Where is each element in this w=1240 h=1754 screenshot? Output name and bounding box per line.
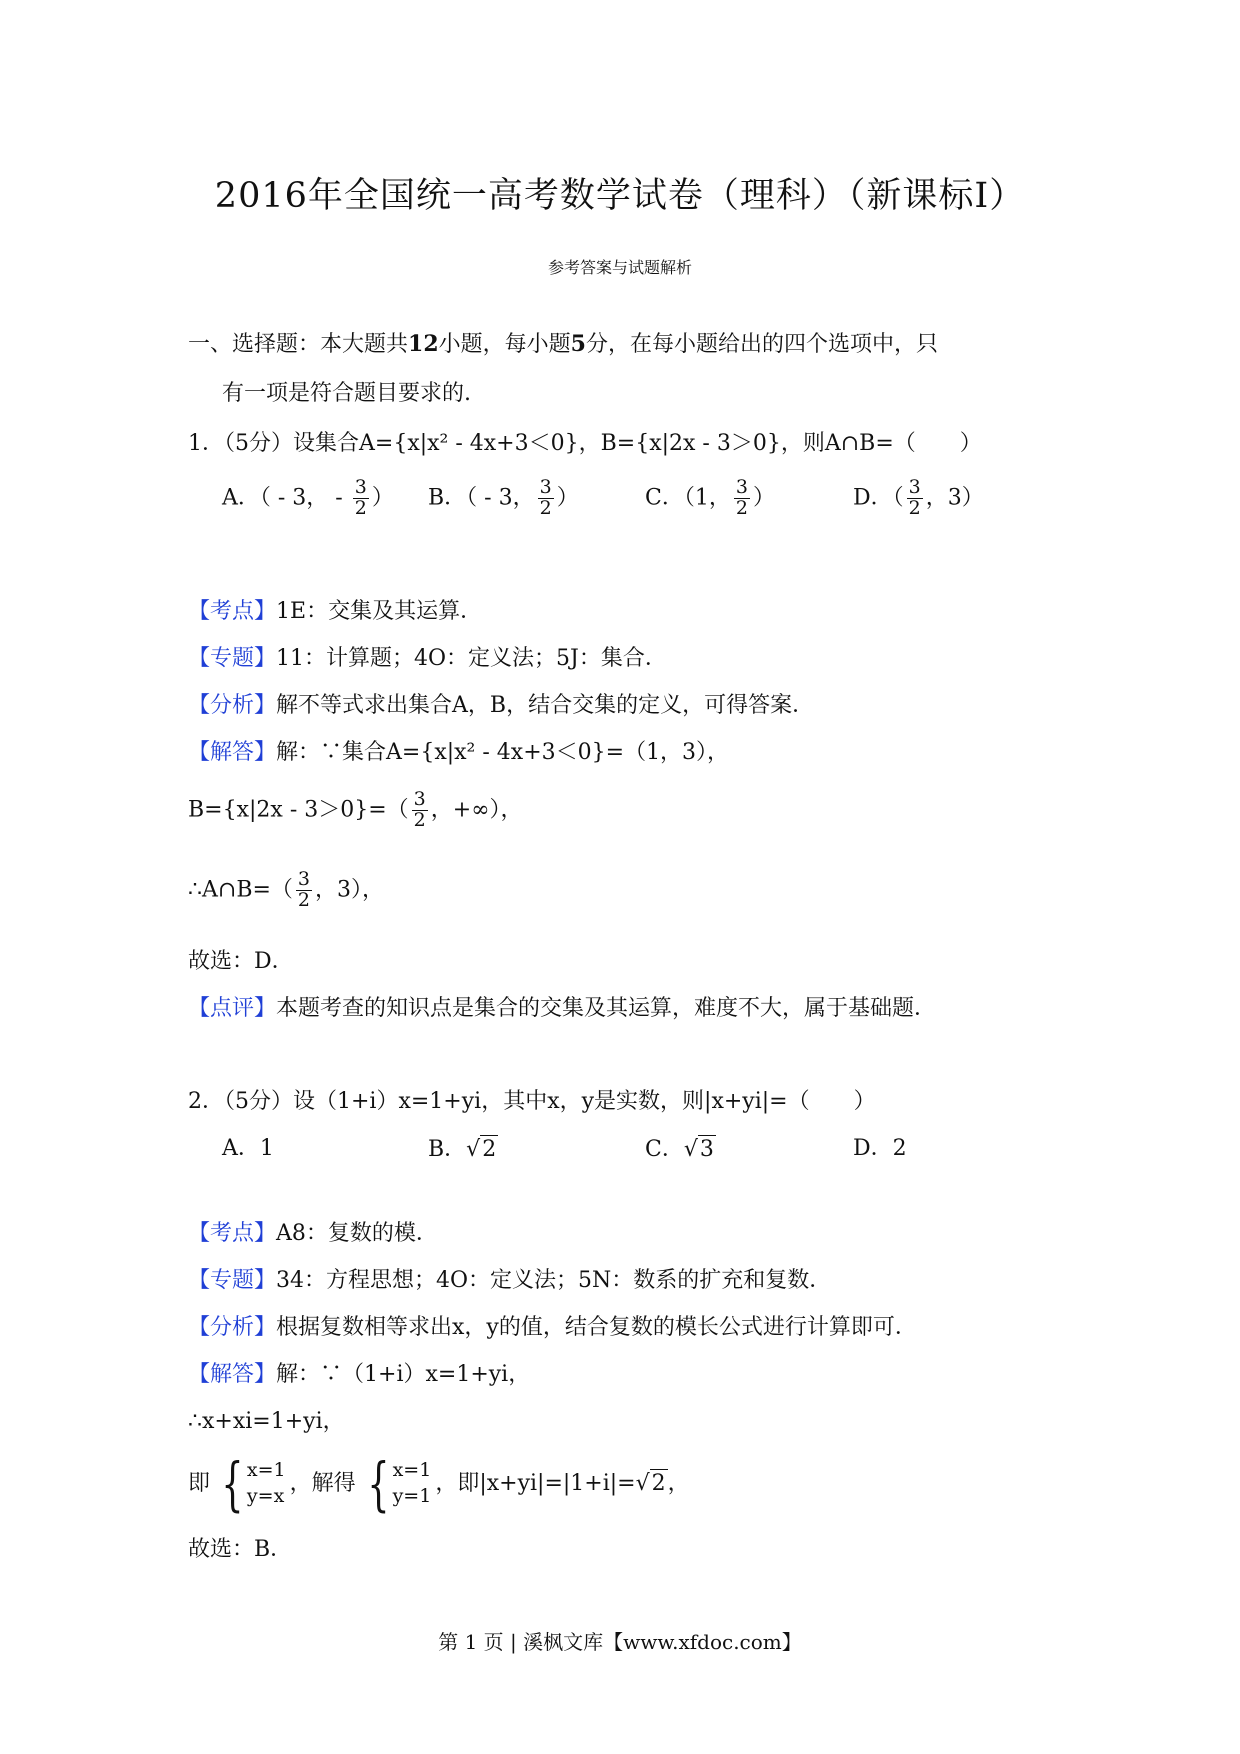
kaodian-tag: 【考点】 [188,599,277,624]
points-per-question: 5 [570,331,586,357]
q2-fenxi: 【分析】根据复数相等求出x，y的值，结合复数的模长公式进行计算即可． [188,1315,917,1340]
fraction: $\frac{3}{2}$ [297,868,311,911]
sqrt: √3 [684,1135,716,1165]
dianping-tag: 【点评】 [188,996,277,1021]
q1-kaodian: 【考点】1E：交集及其运算． [188,599,483,624]
q1-option-a: A．（ - 3， - $\frac{3}{2}$ ） [222,476,394,519]
q1-jieda: 【解答】解：∵集合A={x|x² - 4x+3＜0}=（1，3）， [188,740,730,765]
q1-dianping: 【点评】本题考查的知识点是集合的交集及其运算，难度不大，属于基础题． [188,996,937,1021]
section-heading-line2: 有一项是符合题目要求的. [222,381,471,406]
fenxi-tag: 【分析】 [188,693,277,718]
fraction: $\frac{3}{2}$ [908,476,921,519]
equation-system: { x=1 y=1 [367,1450,432,1518]
q1-choose: 故选：D． [188,949,294,974]
fraction: $\frac{3}{2}$ [539,476,552,519]
q2-kaodian: 【考点】A8：复数的模． [188,1221,438,1246]
jieda-tag: 【解答】 [188,1362,277,1387]
zhuanti-tag: 【专题】 [188,1268,277,1293]
page-footer: 第 1 页 | 溪枫文库【www.xfdoc.com】 [438,1630,802,1654]
section-text: 一、选择题：本大题共 [188,332,409,357]
section-text: 分，在每小题给出的四个选项中，只 [585,332,938,357]
q1-option-d: D．（ $\frac{3}{2}$ ，3） [853,476,984,519]
q2-step1: ∴x+xi=1+yi， [188,1409,345,1434]
q1-step1: B={x|2x - 3＞0}=（ $\frac{3}{2}$ ，+∞）， [188,788,523,831]
sqrt: √2 [636,1469,668,1499]
q2-option-c: C．√3 [645,1135,716,1165]
question-count: 12 [408,331,439,357]
q1-zhuanti: 【专题】11：计算题；4O：定义法；5J：集合． [188,646,667,671]
page-subtitle: 参考答案与试题解析 [547,258,692,277]
q1-stem: 1．（5分）设集合A={x|x² - 4x+3＜0}，B={x|2x - 3＞0}，则A∩B=（ ） [188,431,982,456]
q2-jieda: 【解答】解：∵（1+i）x=1+yi， [188,1362,531,1387]
fenxi-tag: 【分析】 [188,1315,277,1340]
section-text: 小题，每小题 [438,332,571,357]
q2-choose: 故选：B． [188,1537,293,1562]
q2-option-d: D．2 [853,1136,907,1161]
q2-option-a: A．1 [222,1136,274,1161]
jieda-tag: 【解答】 [188,740,277,765]
fraction: $\frac{3}{2}$ [413,788,426,831]
section-heading-line1 [188,330,938,360]
fraction: $\frac{3}{2}$ [354,476,367,519]
sqrt: √2 [466,1135,498,1165]
q1-option-c: C．（1， $\frac{3}{2}$ ） [645,476,775,519]
q1-step2: ∴A∩B=（ $\frac{3}{2}$ ，3）， [188,868,385,911]
q2-option-b: B．√2 [428,1135,498,1165]
page-title: 2016年全国统一高考数学试卷（理科）（新课标Ⅰ） [214,176,1026,216]
kaodian-tag: 【考点】 [188,1221,277,1246]
q1-fenxi: 【分析】解不等式求出集合A，B，结合交集的定义，可得答案． [188,693,815,718]
equation-system: { x=1 y=x [221,1450,286,1518]
q2-system-line: 即 { x=1 y=x ，解得 { x=1 y=1 ，即|x+yi|=|1+i|=√2， [188,1450,690,1518]
q2-stem: 2．（5分）设（1+i）x=1+yi，其中x，y是实数，则|x+yi|=（ ） [188,1089,876,1114]
zhuanti-tag: 【专题】 [188,646,277,671]
fraction: $\frac{3}{2}$ [735,476,748,519]
q2-zhuanti: 【专题】34：方程思想；4O：定义法；5N：数系的扩充和复数． [188,1268,832,1293]
q1-option-b: B．（ - 3， $\frac{3}{2}$ ） [428,476,579,519]
